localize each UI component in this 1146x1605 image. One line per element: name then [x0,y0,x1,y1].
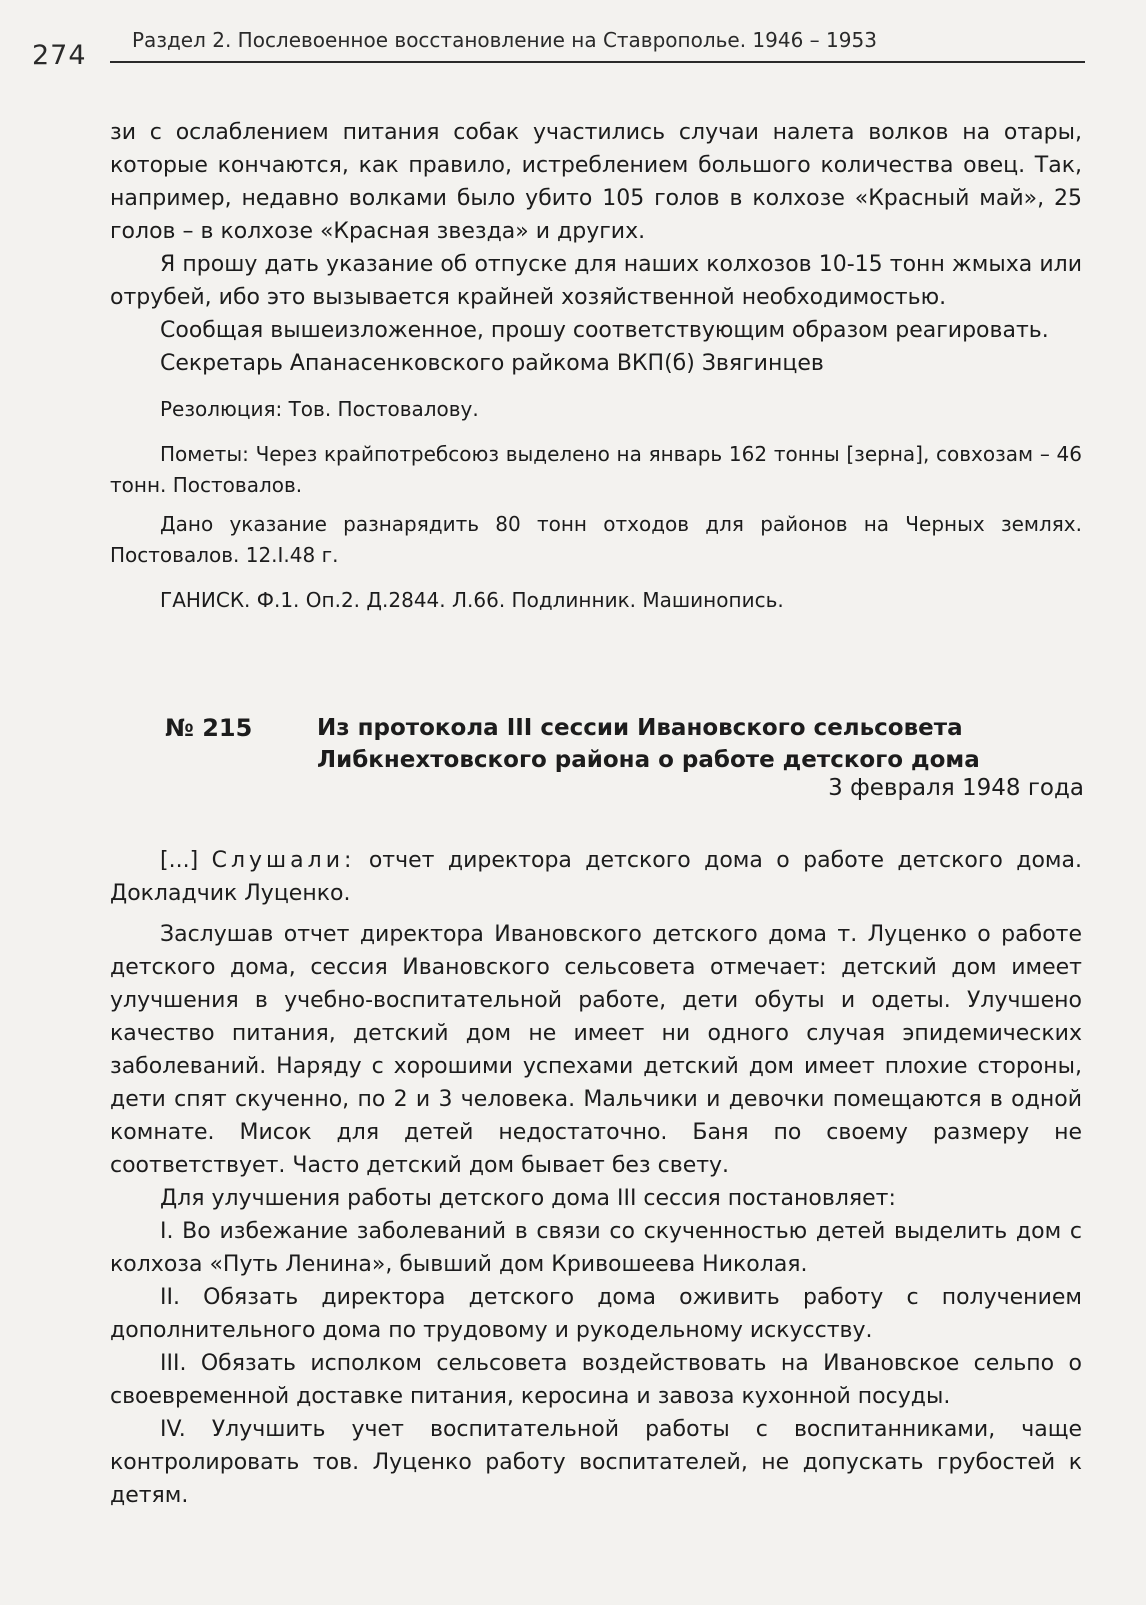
paragraph: Для улучшения работы детского дома III сессия постановляет: [160,1186,896,1211]
paragraph: Заслушав отчет директора Ивановского детского дома т. Луценко о работе детского дома, сессия Ивановского сельсовета отмечает: детский дом имеет улучшения в учебно-воспитательной работе, дети обуты и одеты. Улучшено качество питания, детский дом не имеет ни одного случая эпидемических заболеваний. Наряду с хорошими успехами детский дом имеет плохие стороны, дети спят скученно, по 2 и 3 человека. Мальчики и девочки помещаются в одной комнате. Мисок для детей недостаточно. Баня по своему размеру не соответствует. Часто детский дом бывает без свету. [110,922,1082,1178]
document-body [110,844,1082,1512]
document-title-line: Либкнехтовского района о работе детского дома [317,747,980,773]
marks: Пометы: Через крайпотребсоюз выделено на январь 162 тонны [зерна], совхозам – 46 тонн. Постовалов. [110,442,1082,497]
signature: Секретарь Апанасенковского райкома ВКП(б) Звягинцев [160,351,824,376]
paragraph: зи с ослаблением питания собак участились случаи налета волков на отары, которые кончаются, как правило, истреблением большого количества овец. Так, например, недавно волками было убито 105 голов в колхозе «Красный май», 25 голов – в колхозе «Красная звезда» и других. [110,120,1082,244]
paragraph: Я прошу дать указание об отпуске для наших колхозов 10-15 тонн жмыха или отрубей, ибо это вызывается крайней хозяйственной необходимостью. [110,252,1082,310]
heard-text: отчет директора детского дома о работе детского дома. Докладчик Луценко. [110,848,1082,906]
heard-label: Слушали: [211,848,356,873]
resolution: Резолюция: Тов. Постовалову. [160,397,479,421]
heard-paragraph [110,844,1082,910]
document-title [317,712,1077,776]
header-rule [110,61,1085,63]
resolution-item: IV. Улучшить учет воспитательной работы с воспитанниками, чаще контролировать тов. Луценко работу воспитателей, не допускать грубостей к детям. [110,1417,1082,1508]
resolution-item: I. Во избежание заболеваний в связи со скученностью детей выделить дом с колхоза «Путь Ленина», бывший дом Кривошеева Николая. [110,1219,1082,1277]
paragraph: Сообщая вышеизложенное, прошу соответствующим образом реагировать. [160,318,1049,343]
running-head: Раздел 2. Послевоенное восстановление на Ставрополье. 1946 – 1953 [132,28,877,52]
resolution-item: II. Обязать директора детского дома оживить работу с получением дополнительного дома по трудовому и рукодельному искусству. [110,1285,1082,1343]
page-number: 274 [32,40,87,71]
previous-document [110,116,1082,616]
document-number: № 215 [165,714,253,742]
document-date: 3 февраля 1948 года [828,775,1084,801]
archive-reference: ГАНИСК. Ф.1. Оп.2. Д.2844. Л.66. Подлинник. Машинопись. [160,588,784,612]
ellipsis-bracket: [...] [160,848,199,873]
resolution-item: III. Обязать исполком сельсовета воздействовать на Ивановское сельпо о своевременной доставке питания, керосина и завоза кухонной посуды. [110,1351,1082,1409]
document-title-line: Из протокола III сессии Ивановского сельсовета [317,715,963,741]
instruction: Дано указание разнарядить 80 тонн отходов для районов на Черных землях. Постовалов. 12.I.48 г. [110,512,1082,567]
